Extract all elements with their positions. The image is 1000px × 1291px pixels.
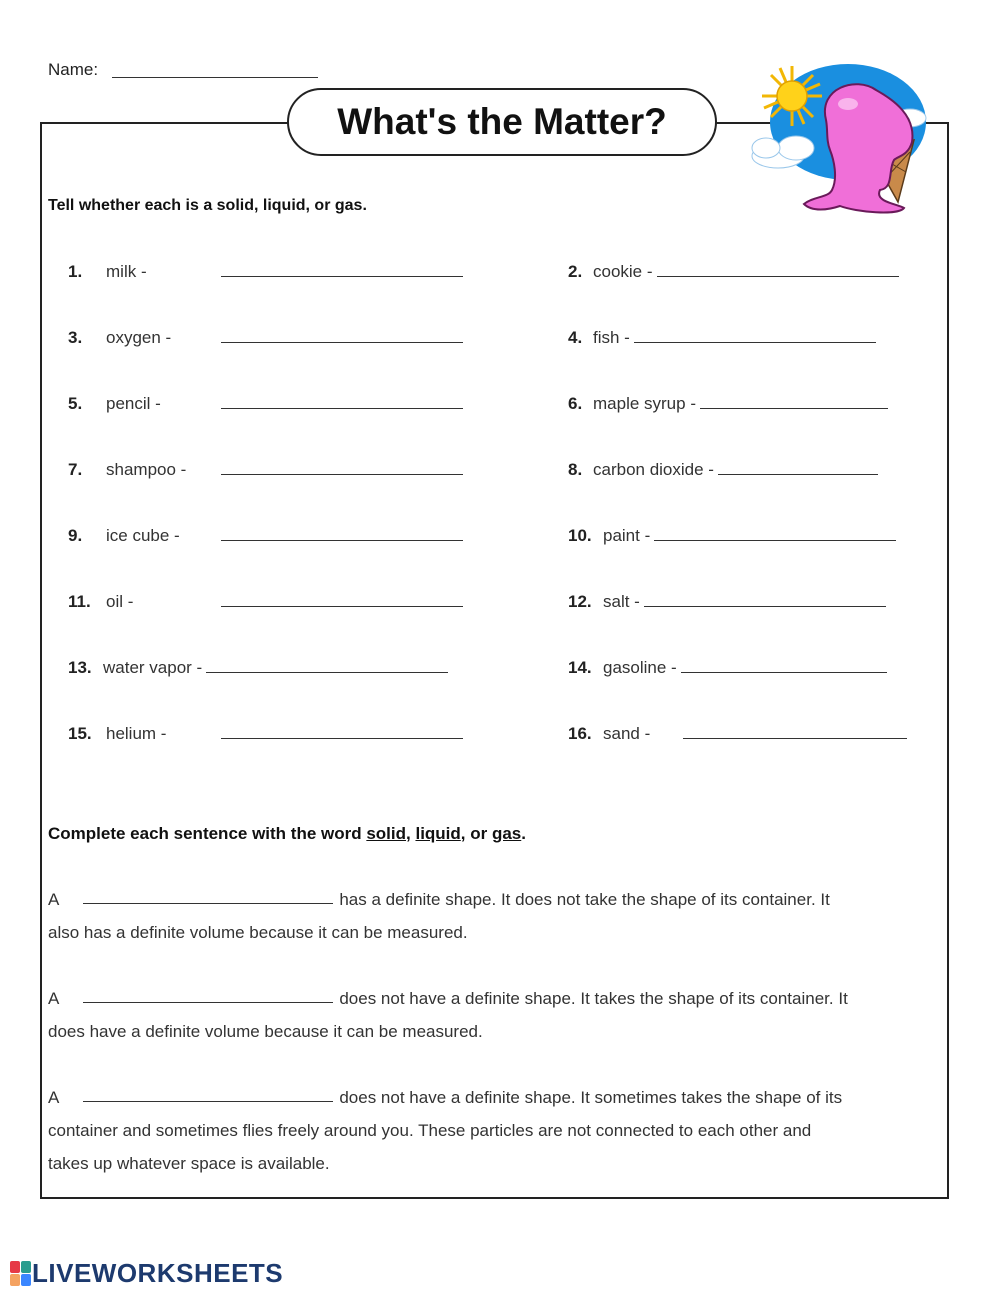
- answer-blank[interactable]: [83, 1100, 333, 1102]
- answer-blank[interactable]: [221, 341, 463, 343]
- item-number: 11.: [68, 592, 91, 611]
- item-label: cookie -: [593, 262, 653, 281]
- melting-ice-cream-illustration: [748, 60, 928, 220]
- answer-blank[interactable]: [221, 605, 463, 607]
- item-label: oil -: [106, 592, 134, 611]
- item-label: sand -: [603, 724, 651, 743]
- sentence-paragraph: [48, 883, 948, 949]
- sentence-line: also has a definite volume because it can be measured.: [48, 923, 468, 942]
- item-label: fish -: [593, 328, 630, 347]
- answer-blank[interactable]: [221, 275, 463, 277]
- list-item: [568, 394, 888, 414]
- list-item: [68, 460, 463, 480]
- list-item: [568, 592, 886, 612]
- item-number: 10.: [568, 526, 592, 545]
- item-label: carbon dioxide -: [593, 460, 714, 479]
- item-number: 9.: [68, 526, 83, 545]
- item-label: ice cube -: [106, 526, 180, 545]
- word-gas: gas: [491, 824, 522, 843]
- sentence-line: takes up whatever space is available.: [48, 1154, 330, 1173]
- name-label: Name:: [48, 60, 99, 79]
- item-number: 16.: [568, 724, 592, 743]
- list-item: [568, 328, 876, 348]
- item-label: helium -: [106, 724, 167, 743]
- answer-blank[interactable]: [644, 605, 886, 607]
- item-number: 12.: [568, 592, 592, 611]
- item-label: salt -: [603, 592, 640, 611]
- answer-blank[interactable]: [681, 671, 887, 673]
- list-item: [568, 262, 899, 282]
- list-item: [568, 658, 887, 678]
- item-number: 13.: [68, 658, 92, 677]
- section1-instructions: Tell whether each is a solid, liquid, or gas.: [48, 197, 367, 214]
- list-item: [568, 526, 896, 546]
- item-number: 5.: [68, 394, 83, 413]
- item-label: pencil -: [106, 394, 161, 413]
- sentence-line: has a definite shape. It does not take the shape of its container. It: [339, 890, 830, 909]
- answer-blank[interactable]: [683, 737, 907, 739]
- sentence-line: does not have a definite shape. It takes the shape of its container. It: [339, 989, 848, 1008]
- footer-brand: [10, 1258, 283, 1289]
- item-number: 3.: [68, 328, 83, 347]
- separator: ,: [406, 824, 416, 843]
- list-item: [68, 262, 463, 282]
- answer-blank[interactable]: [221, 407, 463, 409]
- answer-blank[interactable]: [657, 275, 899, 277]
- sentence-line: container and sometimes flies freely around you. These particles are not connected to each other and: [48, 1121, 812, 1140]
- item-number: 15.: [68, 724, 92, 743]
- name-input-line[interactable]: [112, 77, 318, 78]
- item-label: milk -: [106, 262, 147, 281]
- answer-blank[interactable]: [221, 473, 463, 475]
- item-number: 2.: [568, 262, 583, 281]
- answer-blank[interactable]: [700, 407, 888, 409]
- sun-icon: [762, 66, 822, 126]
- item-label: gasoline -: [603, 658, 677, 677]
- list-item: [68, 592, 463, 612]
- liveworksheets-logo-icon: [10, 1261, 32, 1287]
- item-label: water vapor -: [103, 658, 203, 677]
- item-number: 14.: [568, 658, 592, 677]
- answer-blank[interactable]: [718, 473, 878, 475]
- list-item: [568, 724, 907, 744]
- sentence-line: does have a definite volume because it can be measured.: [48, 1022, 483, 1041]
- answer-blank[interactable]: [634, 341, 876, 343]
- item-label: paint -: [603, 526, 651, 545]
- sentence-paragraph: [48, 982, 948, 1048]
- answer-blank[interactable]: [206, 671, 448, 673]
- item-number: 1.: [68, 262, 83, 281]
- answer-blank[interactable]: [221, 539, 463, 541]
- instructions-text: Complete each sentence with the word: [48, 824, 367, 843]
- answer-blank[interactable]: [221, 737, 463, 739]
- item-number: 8.: [568, 460, 583, 479]
- sentence-start: A: [48, 989, 60, 1008]
- answer-blank[interactable]: [83, 902, 333, 904]
- item-number: 6.: [568, 394, 583, 413]
- list-item: [68, 658, 448, 678]
- sentence-start: A: [48, 1088, 60, 1107]
- answer-blank[interactable]: [654, 539, 896, 541]
- item-label: maple syrup -: [593, 394, 696, 413]
- list-item: [68, 724, 463, 744]
- item-number: 7.: [68, 460, 83, 479]
- list-item: [68, 328, 463, 348]
- item-number: 4.: [568, 328, 583, 347]
- separator: , or: [460, 824, 492, 843]
- word-liquid: liquid: [415, 824, 461, 843]
- item-label: shampoo -: [106, 460, 187, 479]
- sentence-paragraph: [48, 1081, 948, 1180]
- section2-instructions: [48, 824, 526, 844]
- word-solid: solid: [366, 824, 407, 843]
- answer-blank[interactable]: [83, 1001, 333, 1003]
- sentence-line: does not have a definite shape. It sometimes takes the shape of its: [339, 1088, 843, 1107]
- period: .: [521, 824, 526, 843]
- list-item: [568, 460, 878, 480]
- item-label: oxygen -: [106, 328, 172, 347]
- page-title: What's the Matter?: [287, 88, 717, 156]
- list-item: [68, 526, 463, 546]
- sentence-start: A: [48, 890, 60, 909]
- brand-name: LIVEWORKSHEETS: [32, 1258, 284, 1288]
- list-item: [68, 394, 463, 414]
